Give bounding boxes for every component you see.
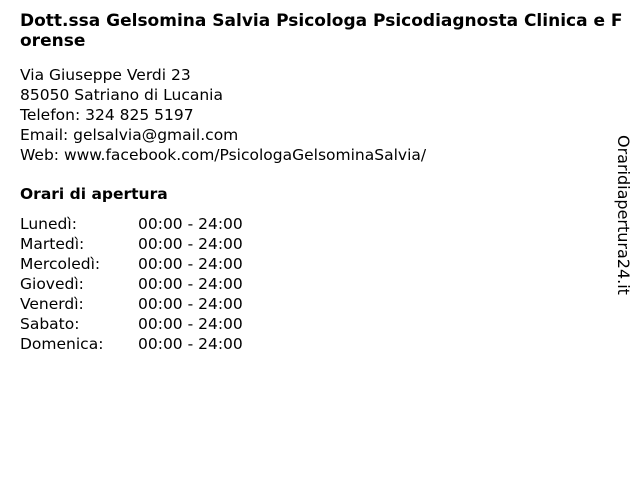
day-label: Giovedì: <box>20 275 84 293</box>
site-watermark: Oraridiapertura24.it <box>614 135 633 295</box>
day-label: Sabato: <box>20 315 80 333</box>
day-label: Domenica: <box>20 335 104 353</box>
city-line: 85050 Satriano di Lucania <box>20 86 223 104</box>
time-range: 00:00 - 24:00 <box>138 235 243 253</box>
day-label: Mercoledì: <box>20 255 101 273</box>
email-line: Email: gelsalvia@gmail.com <box>20 126 239 144</box>
street-address: Via Giuseppe Verdi 23 <box>20 66 191 84</box>
web-line: Web: www.facebook.com/PsicologaGelsominaSalvia/ <box>20 146 427 164</box>
day-label: Venerdì: <box>20 295 84 313</box>
time-range: 00:00 - 24:00 <box>138 255 243 273</box>
time-range: 00:00 - 24:00 <box>138 335 243 353</box>
phone-line: Telefon: 324 825 5197 <box>20 106 194 124</box>
business-name: Dott.ssa Gelsomina Salvia Psicologa Psicodiagnosta Clinica e Forense <box>20 11 623 51</box>
contact-block <box>20 65 426 165</box>
day-label: Lunedì: <box>20 215 77 233</box>
opening-hours-heading: Orari di apertura <box>20 185 168 203</box>
time-range: 00:00 - 24:00 <box>138 295 243 313</box>
time-range: 00:00 - 24:00 <box>138 215 243 233</box>
day-label: Martedì: <box>20 235 85 253</box>
time-range: 00:00 - 24:00 <box>138 315 243 333</box>
time-range: 00:00 - 24:00 <box>138 275 243 293</box>
